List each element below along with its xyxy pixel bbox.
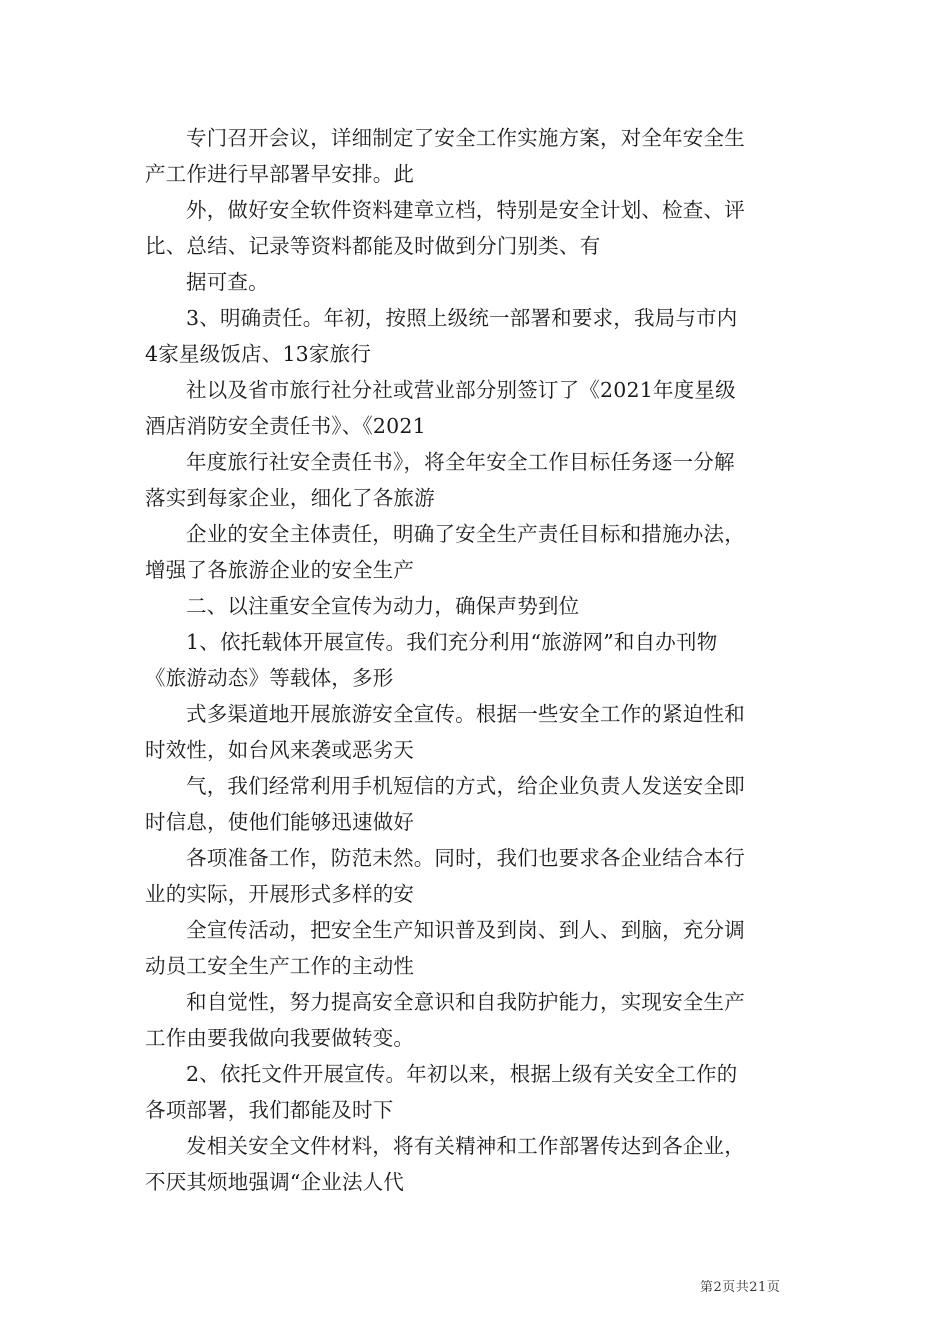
- paragraph: [145, 516, 810, 588]
- paragraph-line: 专门召开会议，详细制定了安全工作实施方案，对全年安全生: [186, 126, 745, 150]
- paragraph: [145, 300, 810, 372]
- paragraph-line: 《旅游动态》等载体，多形: [145, 666, 394, 690]
- paragraph-line: 式多渠道地开展旅游安全宣传。根据一些安全工作的紧迫性和: [186, 702, 745, 726]
- paragraph: [145, 192, 810, 264]
- paragraph-line: 二、以注重安全宣传为动力，确保声势到位: [186, 594, 580, 618]
- paragraph: [145, 1056, 810, 1128]
- paragraph-line: 产工作进行早部署早安排。此: [145, 162, 415, 186]
- paragraph-line: 比、总结、记录等资料都能及时做到分门别类、有: [145, 234, 601, 258]
- paragraph: [145, 264, 810, 300]
- paragraph-line: 各项部署，我们都能及时下: [145, 1098, 394, 1122]
- paragraph: [145, 1128, 810, 1200]
- paragraph-line: 增强了各旅游企业的安全生产: [145, 558, 415, 582]
- paragraph-line: 1、依托载体开展宣传。我们充分利用“旅游网”和自办刊物: [186, 630, 718, 654]
- paragraph-line: 社以及省市旅行社分社或营业部分别签订了《2021年度星级: [186, 378, 736, 402]
- paragraph-line: 发相关安全文件材料，将有关精神和工作部署传达到各企业，: [186, 1134, 745, 1158]
- document-body: [145, 120, 810, 1200]
- paragraph-line: 不厌其烦地强调“企业法人代: [145, 1170, 405, 1194]
- paragraph-line: 企业的安全主体责任，明确了安全生产责任目标和措施办法，: [186, 522, 745, 546]
- section-heading: [145, 588, 810, 624]
- paragraph-line: 落实到每家企业，细化了各旅游: [145, 486, 435, 510]
- paragraph: [145, 912, 810, 984]
- paragraph-line: 4家星级饭店、13家旅行: [145, 342, 372, 366]
- paragraph-line: 2、依托文件开展宣传。年初以来，根据上级有关安全工作的: [186, 1062, 738, 1086]
- paragraph-line: 外，做好安全软件资料建章立档，特别是安全计划、检查、评: [186, 198, 745, 222]
- paragraph: [145, 372, 810, 444]
- paragraph-line: 气，我们经常利用手机短信的方式，给企业负责人发送安全即: [186, 774, 745, 798]
- paragraph-line: 据可查。: [186, 270, 269, 294]
- paragraph-line: 业的实际，开展形式多样的安: [145, 882, 415, 906]
- paragraph-line: 工作由要我做向我要做转变。: [145, 1026, 415, 1050]
- paragraph-line: 和自觉性，努力提高安全意识和自我防护能力，实现安全生产: [186, 990, 745, 1014]
- paragraph: [145, 444, 810, 516]
- paragraph-line: 年度旅行社安全责任书》，将全年安全工作目标任务逐一分解: [186, 450, 735, 474]
- paragraph: [145, 624, 810, 696]
- paragraph-line: 酒店消防安全责任书》、《2021: [145, 414, 426, 438]
- paragraph: [145, 768, 810, 840]
- paragraph-line: 时信息，使他们能够迅速做好: [145, 810, 415, 834]
- paragraph-line: 全宣传活动，把安全生产知识普及到岗、到人、到脑，充分调: [186, 918, 745, 942]
- paragraph-line: 各项准备工作，防范未然。同时，我们也要求各企业结合本行: [186, 846, 745, 870]
- paragraph-line: 3、明确责任。年初，按照上级统一部署和要求，我局与市内: [186, 306, 738, 330]
- paragraph: [145, 840, 810, 912]
- paragraph-line: 时效性，如台风来袭或恶劣天: [145, 738, 415, 762]
- paragraph: [145, 984, 810, 1056]
- paragraph-line: 动员工安全生产工作的主动性: [145, 954, 415, 978]
- paragraph: [145, 120, 810, 192]
- page-number: 第2页共21页: [700, 1280, 781, 1295]
- paragraph: [145, 696, 810, 768]
